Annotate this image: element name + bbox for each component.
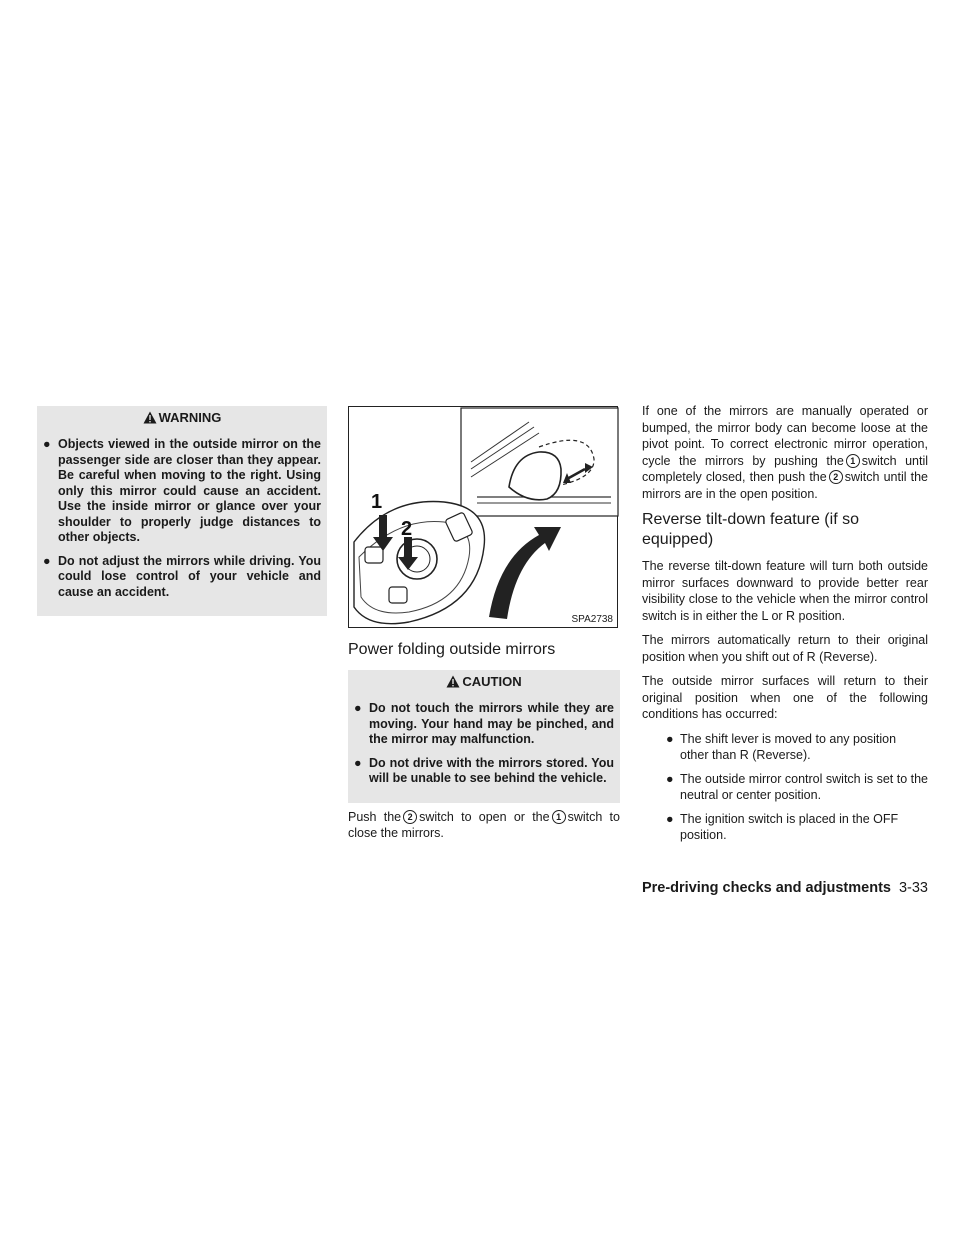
caution-box [348, 697, 620, 803]
warning-triangle-icon [143, 411, 157, 427]
figure-code: SPA2738 [571, 614, 613, 625]
warning-heading: WARNING [37, 406, 327, 433]
page-footer [642, 880, 928, 896]
list-item: ● The shift lever is moved to any position other than R (Reverse). [666, 731, 897, 762]
reverse-paragraph-1: The reverse tilt-down feature will turn both outside mirror surfaces downward to provide better rear visibility close to the vehicle when the mirror control switch is in either the L or R position. [642, 559, 928, 623]
list-item: ● The ignition switch is placed in the OFF position. [666, 811, 899, 842]
figure-label-1: 1 [371, 491, 383, 513]
list-item: ● The outside mirror control switch is set to the neutral or center position. [666, 771, 929, 802]
page-number: 3-33 [898, 880, 928, 896]
footer-title: Pre-driving checks and adjustments [641, 880, 891, 896]
caution-item: ● Do not touch the mirrors while they are moving. Your hand may be pinched, and the mirror may malfunction. [354, 701, 614, 746]
warning-item: ● Objects viewed in the outside mirror on the passenger side are closer than they appear. Be careful when moving to the right. Using only this mirror could cause an accident. Use the inside mirror or glance over your shoulder to properly judge distances to other objects. [43, 437, 321, 544]
circle-1-icon: 1 [552, 810, 566, 824]
reverse-paragraph-3: The outside mirror surfaces will return to their original position when one of the following conditions has occurred: [642, 674, 928, 721]
reverse-conditions-list [642, 731, 928, 844]
warning-box [37, 433, 327, 616]
circle-2-icon: 2 [829, 470, 843, 484]
circle-2-icon: 2 [403, 810, 417, 824]
left-column [37, 406, 327, 616]
reverse-tilt-title: Reverse tilt-down feature (if so equipped) [642, 511, 859, 548]
middle-column [348, 406, 620, 850]
push-switch-paragraph: Push the 2 switch to open or the 1 switch to close the mirrors. [348, 809, 620, 840]
caution-heading: CAUTION [348, 670, 620, 697]
caution-item: ● Do not drive with the mirrors stored. You will be unable to see behind the vehicle. [354, 755, 614, 785]
mirror-switch-figure [348, 406, 618, 628]
warning-item: ● Do not adjust the mirrors while driving. You could lose control of your vehicle and cause an accident. [43, 553, 321, 599]
right-column [642, 406, 928, 851]
circle-1-icon: 1 [846, 454, 860, 468]
loose-mirror-paragraph: If one of the mirrors are manually operated or bumped, the mirror body can become loose at the pivot point. To correct electronic mirror operation, cycle the mirrors by pushing the 1 switch until completely closed, then push the 2 switch until the mirrors are in the open position. [642, 404, 929, 501]
reverse-paragraph-2: The mirrors automatically return to their original position when you shift out of R (Reverse). [642, 633, 928, 664]
mirror-illustration [349, 407, 619, 629]
caution-triangle-icon [446, 675, 460, 691]
power-folding-title: Power folding outside mirrors [348, 641, 556, 658]
figure-label-2: 2 [401, 518, 413, 540]
